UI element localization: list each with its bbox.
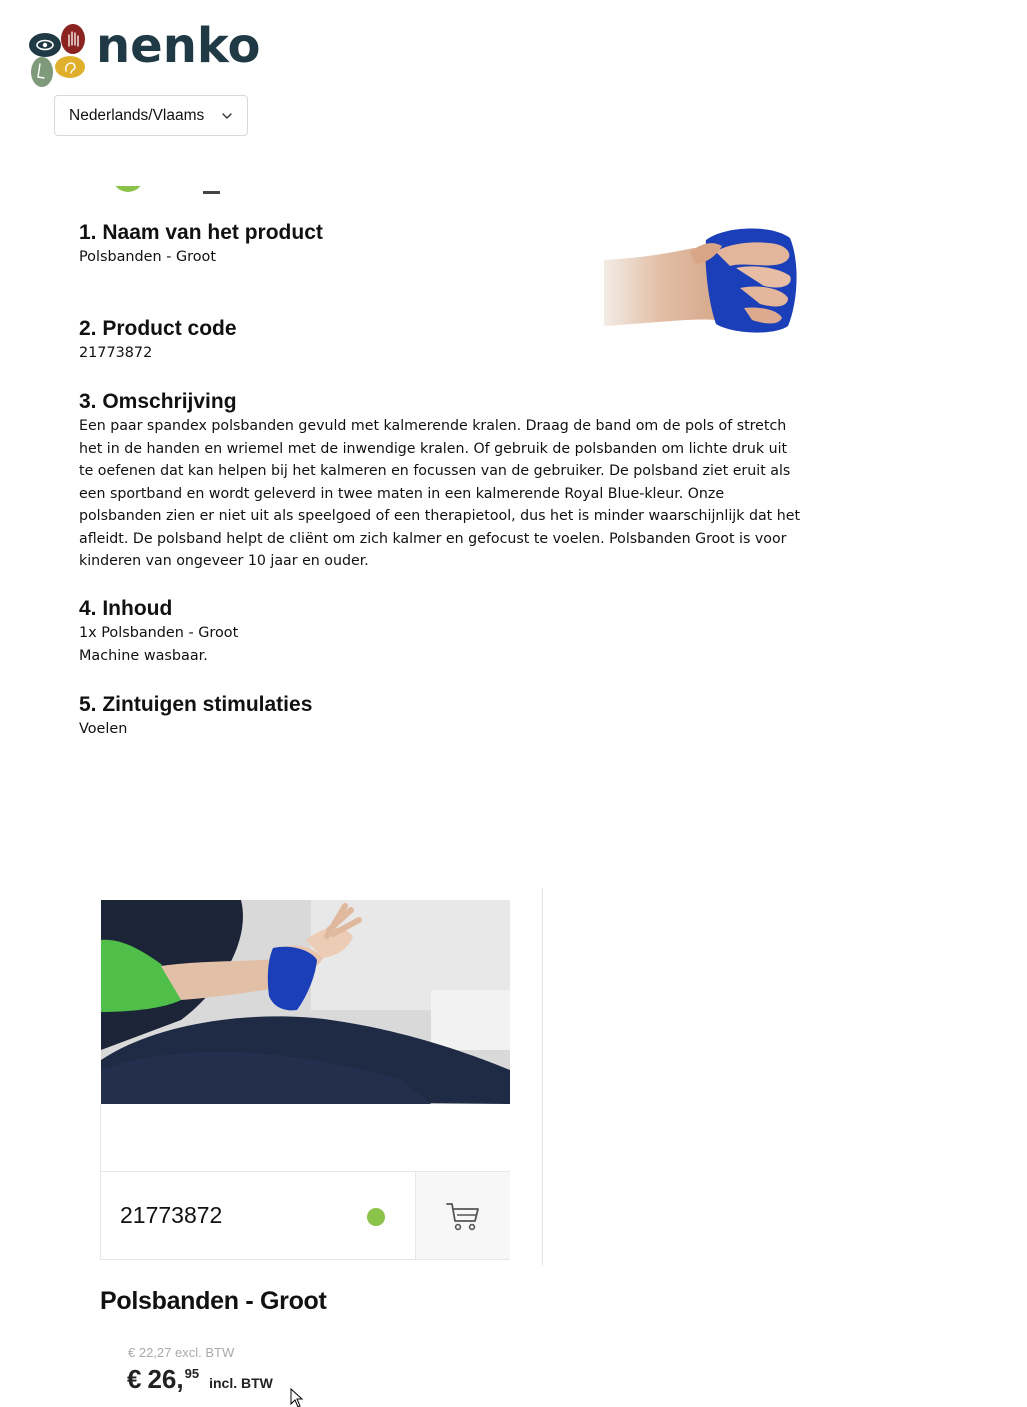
section-line: een sportband en wordt geleverd in twee maten in een kalmerende Royal Blue-kleur. Onze (79, 485, 725, 502)
price-whole: 26, (147, 1364, 184, 1394)
cropped-dash-fragment (203, 191, 220, 194)
section-line: te oefenen dat kan helpen bij het kalmeren en focussen van de gebruiker. De polsband ziet eruit als (79, 463, 791, 479)
section-heading: 3. Omschrijving (79, 390, 237, 413)
section-line: polsbanden zien er niet uit als speelgoed of een therapietool, dus het is minder waarschijnlijk dat het (79, 508, 801, 524)
section-line: 1x Polsbanden - Groot (79, 625, 239, 641)
stock-status-dot (367, 1208, 385, 1226)
language-select-value: Nederlands/Vlaams (69, 106, 205, 124)
chevron-down-icon (221, 110, 233, 122)
section-line: Polsbanden - Groot (79, 249, 216, 265)
price-incl-label: incl. BTW (209, 1375, 273, 1391)
price-incl-vat (127, 1364, 273, 1395)
product-photo-image (101, 900, 510, 1104)
section-heading: 1. Naam van het product (79, 221, 323, 244)
product-title[interactable]: Polsbanden - Groot (100, 1287, 327, 1315)
product-card-bar (100, 1171, 510, 1260)
add-to-cart-button[interactable] (416, 1172, 510, 1259)
senses-logo-icon (28, 22, 90, 90)
nenko-logo[interactable] (28, 18, 268, 92)
section-line: Machine wasbaar. (79, 647, 208, 664)
cropped-circle-fragment (112, 186, 144, 194)
section-heading: 4. Inhoud (79, 597, 173, 620)
product-code: 21773872 (120, 1202, 223, 1228)
fist-wristband-image (604, 222, 798, 336)
card-divider (542, 888, 543, 1265)
section-line: Een paar spandex polsbanden gevuld met kalmerende kralen. Draag de band om de pols of stretch (79, 418, 787, 434)
section-line: 21773872 (79, 345, 153, 361)
brand-wordmark: nenko (96, 18, 261, 74)
section-contents (79, 596, 839, 667)
product-code-cell (101, 1172, 416, 1259)
price-cents: 95 (184, 1366, 200, 1381)
shopping-cart-icon (445, 1200, 481, 1232)
section-description (79, 389, 839, 573)
section-senses (79, 692, 839, 741)
section-line: afleidt. De polsband helpt de cliënt om zich kalmer en gefocust te voelen. Polsbanden Groot is voor (79, 530, 787, 547)
product-photo[interactable] (101, 900, 510, 1104)
section-heading: 2. Product code (79, 317, 237, 340)
section-line: kinderen van ongeveer 10 jaar en ouder. (79, 553, 369, 569)
section-line: het in de handen en wriemel met de inwendige kralen. Of gebruik de polsbanden om lichte druk uit (79, 440, 788, 457)
language-select[interactable] (54, 95, 248, 136)
mouse-cursor-icon (290, 1388, 304, 1407)
price-excl-vat: € 22,27 excl. BTW (128, 1345, 235, 1360)
section-heading: 5. Zintuigen stimulaties (79, 693, 313, 716)
card-border-left (100, 1104, 101, 1172)
section-line: Voelen (79, 721, 128, 737)
price-currency: € (127, 1364, 142, 1394)
